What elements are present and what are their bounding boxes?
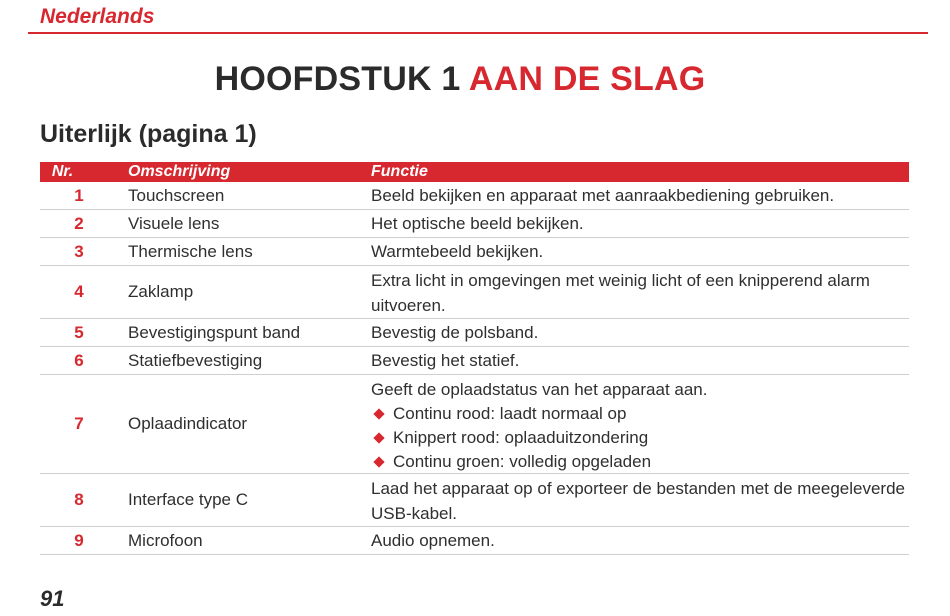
row-description: Microfoon — [128, 530, 203, 550]
table-row — [40, 210, 909, 238]
list-item — [371, 402, 909, 426]
chapter-prefix: HOOFDSTUK 1 — [214, 60, 461, 98]
row-function: Extra licht in omgevingen met weinig licht of een knipperend alarm uitvoeren. — [371, 271, 870, 315]
header-nr: Nr. — [51, 163, 74, 180]
row-function: Bevestig de polsband. — [371, 323, 539, 342]
diamond-bullet-icon — [373, 456, 384, 467]
list-item — [371, 450, 909, 474]
table-row — [40, 238, 909, 266]
row-description: Statiefbevestiging — [128, 350, 263, 370]
list-item-text: Knippert rood: oplaaduitzondering — [393, 428, 649, 447]
row-function: Audio opnemen. — [371, 531, 495, 550]
row-description: Touchscreen — [128, 185, 225, 205]
row-nr: 2 — [74, 213, 84, 233]
table-row — [40, 319, 909, 347]
header-divider — [28, 32, 928, 34]
row-nr: 9 — [74, 530, 84, 550]
list-item — [371, 426, 909, 450]
row-function: Laad het apparaat op of exporteer de bestanden met de meegeleverde USB-kabel. — [371, 479, 905, 523]
table-row — [40, 347, 909, 375]
table-row — [40, 474, 909, 527]
row-nr: 5 — [74, 322, 84, 342]
page-number: 91 — [40, 586, 65, 611]
row-function: Warmtebeeld bekijken. — [371, 242, 544, 261]
diamond-bullet-icon — [373, 408, 384, 419]
row-description: Interface type C — [128, 490, 249, 509]
row-nr: 1 — [74, 185, 84, 205]
row-function: Beeld bekijken en apparaat met aanraakbediening gebruiken. — [371, 186, 835, 205]
row-description: Bevestigingspunt band — [128, 322, 301, 342]
row-description: Zaklamp — [128, 282, 194, 301]
row-nr: 3 — [74, 241, 84, 261]
chapter-heading — [0, 60, 920, 99]
language-label: Nederlands — [40, 5, 155, 28]
charge-status-list — [371, 402, 909, 474]
appearance-table — [40, 162, 909, 555]
row-function — [371, 375, 909, 473]
row-function: Bevestig het statief. — [371, 351, 520, 370]
table-row — [40, 375, 909, 474]
table-row — [40, 527, 909, 555]
row-function-text: Geeft de oplaadstatus van het apparaat aan. — [371, 380, 708, 399]
section-title: Uiterlijk (pagina 1) — [40, 120, 257, 148]
header-function: Functie — [371, 163, 428, 180]
row-function: Het optische beeld bekijken. — [371, 214, 584, 233]
table-header — [40, 162, 909, 182]
row-nr: 7 — [74, 414, 84, 433]
table-row — [40, 266, 909, 319]
header-description: Omschrijving — [128, 163, 231, 180]
row-nr: 6 — [74, 350, 84, 370]
row-nr: 8 — [74, 490, 84, 509]
list-item-text: Continu groen: volledig opgeladen — [393, 452, 652, 471]
row-description: Oplaadindicator — [128, 414, 248, 433]
list-item-text: Continu rood: laadt normaal op — [393, 404, 627, 423]
diamond-bullet-icon — [373, 432, 384, 443]
row-description: Visuele lens — [128, 213, 220, 233]
row-description: Thermische lens — [128, 241, 253, 261]
table-row — [40, 182, 909, 210]
chapter-title: AAN DE SLAG — [468, 60, 706, 98]
row-nr: 4 — [74, 282, 84, 301]
